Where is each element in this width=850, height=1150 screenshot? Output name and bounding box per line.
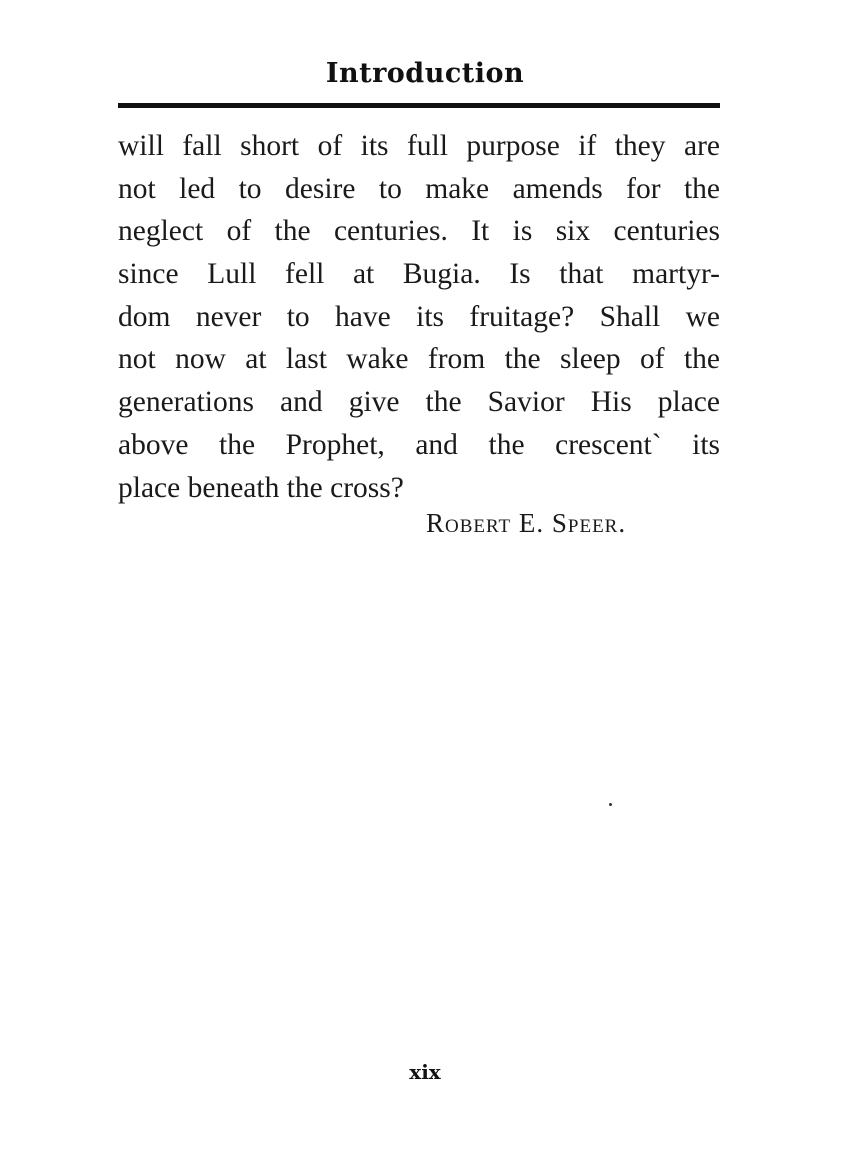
print-speck bbox=[609, 803, 612, 806]
page-number: xix bbox=[409, 1060, 441, 1084]
text-line: generations and give the Savior His place bbox=[118, 386, 720, 419]
running-head: Introduction bbox=[325, 58, 525, 89]
text-line: neglect of the centuries. It is six centuries bbox=[118, 215, 720, 248]
author-signature: Robert E. Speer. bbox=[426, 508, 627, 538]
text-line: place beneath the cross? bbox=[118, 471, 404, 504]
header-rule bbox=[118, 103, 720, 108]
text-line: above the Prophet, and the crescent` its bbox=[118, 428, 720, 461]
text-line: will fall short of its full purpose if they are bbox=[118, 130, 720, 162]
text-line: since Lull fell at Bugia. Is that martyr- bbox=[118, 258, 720, 291]
body-text bbox=[118, 125, 720, 509]
text-line: not led to desire to make amends for the bbox=[118, 172, 720, 205]
text-line: not now at last wake from the sleep of the bbox=[118, 343, 720, 376]
text-line: dom never to have its fruitage? Shall we bbox=[118, 300, 720, 333]
